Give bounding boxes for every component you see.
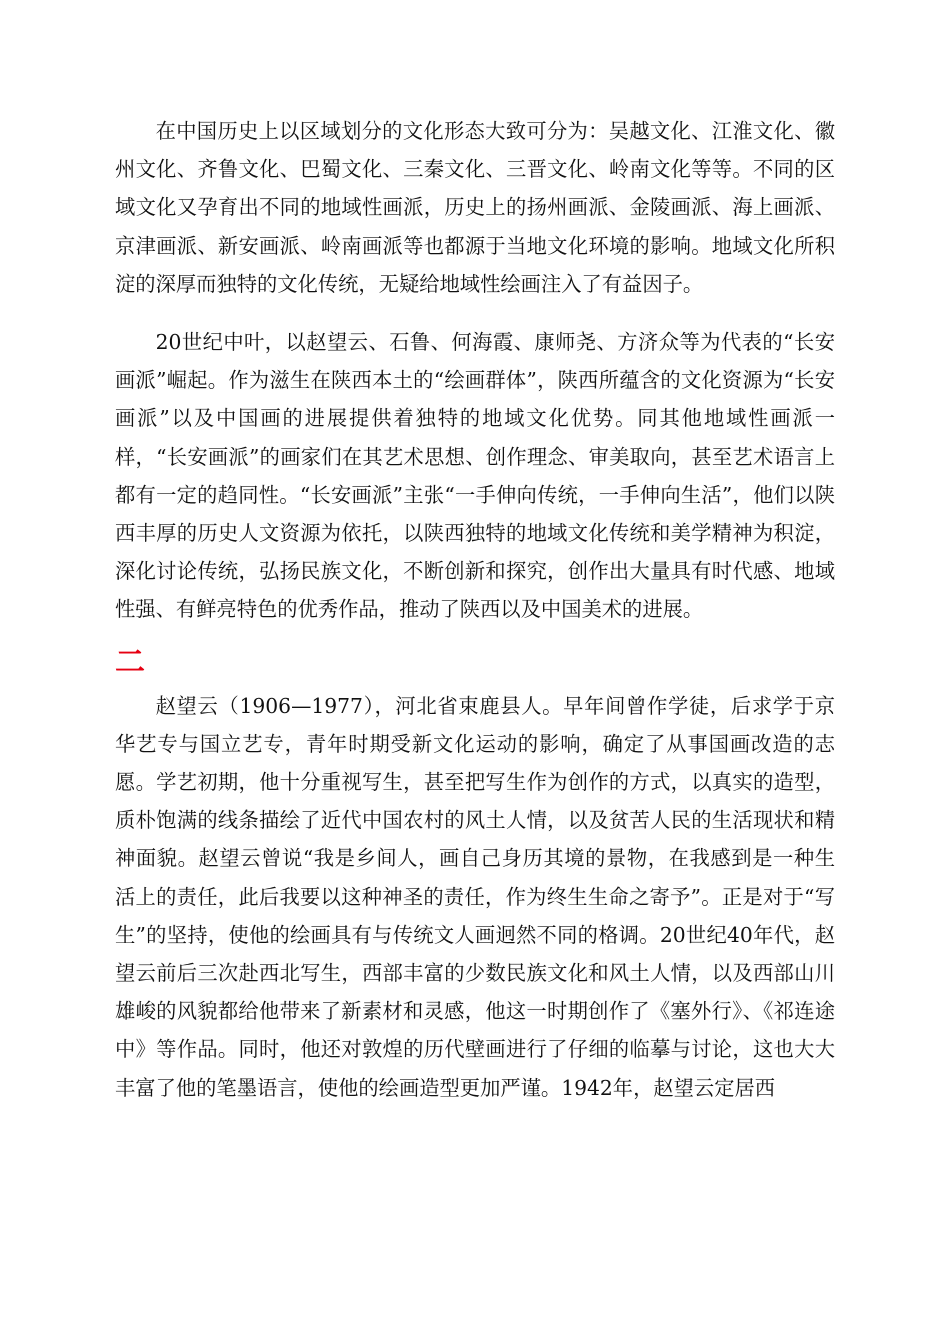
section-heading: 二 bbox=[115, 644, 145, 680]
paragraph-changan-school: 20世纪中叶，以赵望云、石鲁、何海霞、康师尧、方济众等为代表的“长安画派”崛起。作为滋生在陕西本土的“绘画群体”，陕西所蕴含的文化资源为“长安画派”以及中国画的进展提供着独特的地域文化优势。同其他地域性画派一样，“长安画派”的画家们在其艺术思想、创作理念、审美取向，甚至艺术语言上都有一定的趋同性。“长安画派”主张“一手伸向传统，一手伸向生活”，他们以陕西丰厚的历史人文资源为依托，以陕西独特的地域文化传统和美学精神为积淀，深化讨论传统，弘扬民族文化，不断创新和探究，创作出大量具有时代感、地域性强、有鲜亮特色的优秀作品，推动了陕西以及中国美术的进展。 bbox=[115, 330, 835, 622]
paragraph-regional-culture: 在中国历史上以区域划分的文化形态大致可分为：吴越文化、江淮文化、徽州文化、齐鲁文化、巴蜀文化、三秦文化、三晋文化、岭南文化等等。不同的区域文化又孕育出不同的地域性画派，历史上的扬州画派、金陵画派、海上画派、京津画派、新安画派、岭南画派等也都源于当地文化环境的影响。地域文化所积淀的深厚而独特的文化传统，无疑给地域性绘画注入了有益因子。 bbox=[115, 119, 835, 296]
document-page bbox=[115, 112, 835, 1107]
paragraph-zhao-wangyun: 赵望云（1906—1977），河北省束鹿县人。早年间曾作学徒，后求学于京华艺专与国立艺专，青年时期受新文化运动的影响，确定了从事国画改造的志愿。学艺初期，他十分重视写生，甚至把写生作为创作的方式，以真实的造型，质朴饱满的线条描绘了近代中国农村的风土人情，以及贫苦人民的生活现状和精神面貌。赵望云曾说“我是乡间人，画自己身历其境的景物，在我感到是一种生活上的责任，此后我要以这种神圣的责任，作为终生生命之寄予”。正是对于“写生”的坚持，使他的绘画具有与传统文人画迥然不同的格调。20世纪40年代，赵望云前后三次赴西北写生，西部丰富的少数民族文化和风土人情，以及西部山川雄峻的风貌都给他带来了新素材和灵感，他这一时期创作了《塞外行》、《祁连途中》等作品。同时，他还对敦煌的历代壁画进行了仔细的临摹与讨论，这也大大丰富了他的笔墨语言，使他的绘画造型更加严谨。1942年，赵望云定居西 bbox=[115, 693, 835, 1100]
